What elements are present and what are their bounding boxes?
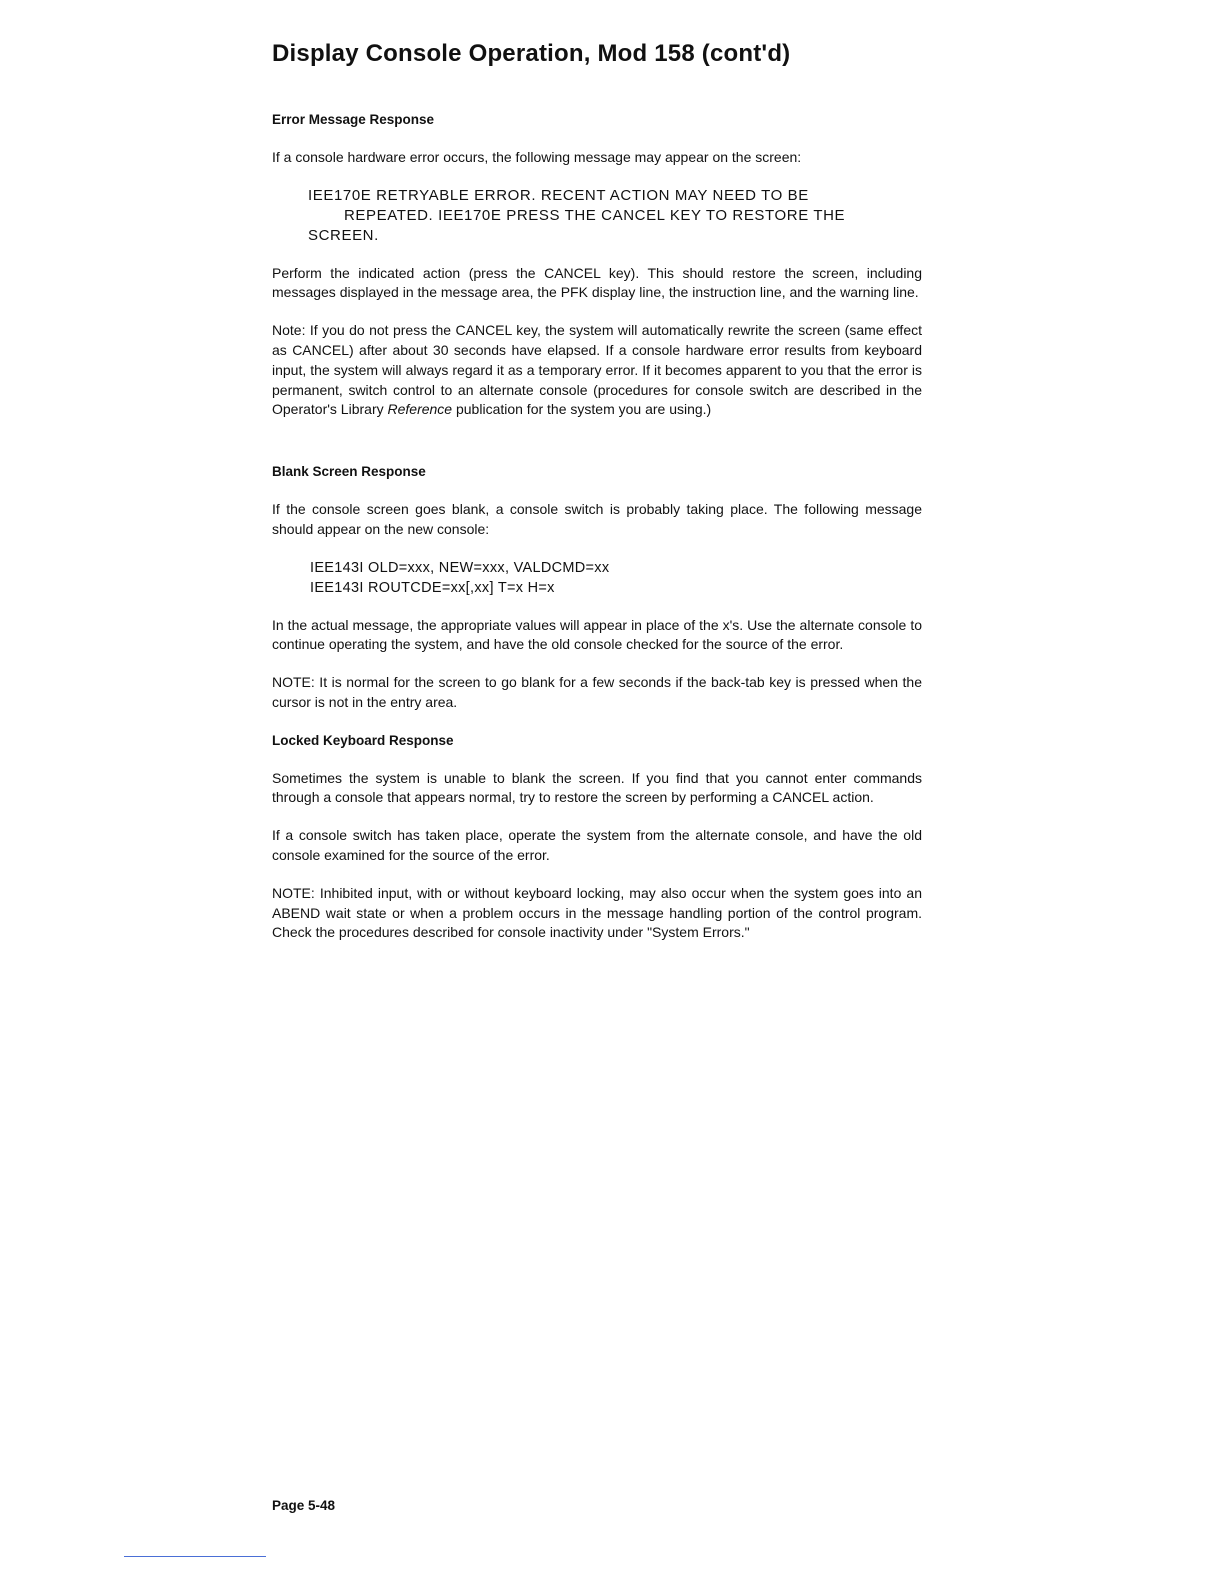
note-text: publication for the system you are using.) — [452, 401, 712, 418]
publication-title: Reference — [387, 401, 453, 418]
section-heading: Blank Screen Response — [272, 464, 426, 480]
section-heading: Locked Keyboard Response — [272, 732, 454, 748]
section-spacer — [272, 438, 922, 462]
paragraph: In the actual message, the appropriate values will appear in place of the x's. Use the alternate console to continue operating the system, and have the old console checked for the source of the error. — [272, 616, 922, 653]
console-message-line: IEE170E RETRYABLE ERROR. RECENT ACTION MAY NEED TO BE — [308, 186, 809, 204]
console-message-line: SCREEN. — [308, 226, 379, 244]
page-title: Display Console Operation, Mod 158 (cont'd) — [272, 40, 791, 67]
section-blank-screen-response — [272, 462, 922, 713]
console-message-block — [308, 186, 922, 246]
document-body — [272, 110, 922, 961]
paragraph: Sometimes the system is unable to blank the screen. If you find that you cannot enter commands through a console that appears normal, try to restore the screen by performing a CANCEL action. — [272, 769, 922, 806]
paragraph: If a console hardware error occurs, the following message may appear on the screen: — [272, 148, 802, 165]
console-message-line: IEE143I ROUTCDE=xx[,xx] T=x H=x — [310, 579, 555, 596]
section-error-message-response — [272, 110, 922, 420]
paragraph: If the console screen goes blank, a console switch is probably taking place. The following message should appear on the new console: — [272, 500, 922, 537]
console-message-block — [310, 558, 922, 598]
console-message-line: REPEATED. IEE170E PRESS THE CANCEL KEY TO RESTORE THE — [344, 206, 846, 224]
section-heading: Error Message Response — [272, 112, 435, 127]
page-number: Page 5-48 — [272, 1498, 336, 1513]
console-message-line: IEE143I OLD=xxx, NEW=xxx, VALDCMD=xx — [310, 559, 610, 576]
note-paragraph: NOTE: It is normal for the screen to go blank for a few seconds if the back-tab key is pressed when the cursor is not in the entry area. — [272, 674, 922, 710]
bottom-rule — [124, 1556, 266, 1557]
section-locked-keyboard-response — [272, 731, 922, 943]
note-paragraph: NOTE: Inhibited input, with or without keyboard locking, may also occur when the system goes into an ABEND wait state or when a problem occurs in the message handling portion of the control program. Check the procedures described for console inactivity under "System Errors." — [272, 884, 922, 941]
paragraph: Perform the indicated action (press the CANCEL key). This should restore the screen, including messages displayed in the message area, the PFK display line, the instruction line, and the warning line. — [272, 264, 922, 301]
paragraph: If a console switch has taken place, operate the system from the alternate console, and have the old console examined for the source of the error. — [272, 827, 922, 863]
note-text: Note: If you do not press the CANCEL key, the system will automatically rewrite the screen (same effect as CANCEL) after about 30 seconds have elapsed. If a console hardware error results from keyboard input, the system will always regard it as a temporary error. If it becomes apparent to you that the error is permanent, switch control to an alternate console (procedures for console switch are described in the Operator's Library — [272, 322, 922, 418]
note-paragraph — [272, 321, 922, 420]
